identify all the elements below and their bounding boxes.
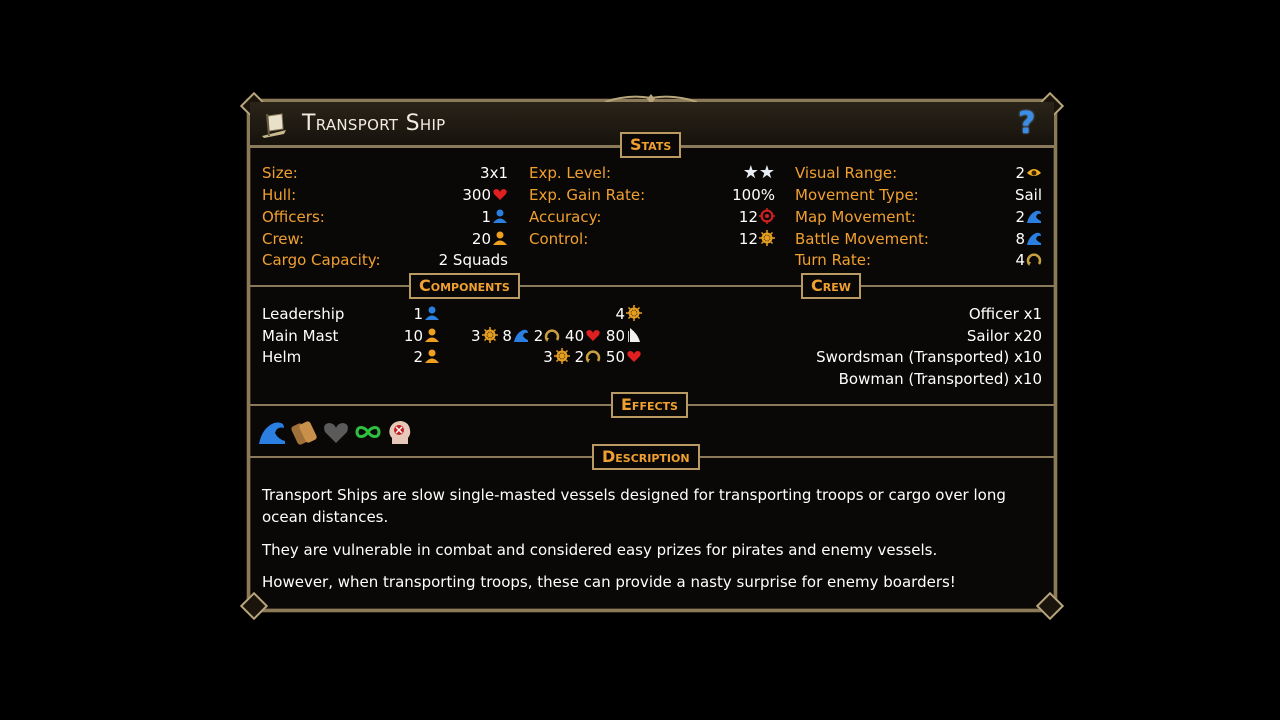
stat-label-movement-type: Movement Type: [795,186,919,204]
stat-label-turn-rate: Turn Rate: [795,251,872,269]
stat-value-exp-level [743,162,775,183]
stat-label-cargo-capacity: Cargo Capacity: [262,251,381,269]
sail-icon [626,327,642,343]
component-personnel-main-mast: 10 [404,327,440,345]
component-personnel-leadership: 1 [413,305,440,323]
wave-icon [1026,208,1042,224]
wave-icon [513,327,529,343]
crew-entry-bowman: Bowman (Transported) x10 [838,370,1042,388]
ship-wheel-icon [759,230,775,246]
ship-wheel-icon [626,305,642,321]
section-label-description: Description [592,444,700,470]
crew-entry-sailor: Sailor x20 [966,327,1042,345]
stat-label-battle-movement: Battle Movement: [795,230,929,248]
stat-label-exp-gain-rate: Exp. Gain Rate: [529,186,646,204]
stat-value-cargo-capacity: 2 Squads [438,251,508,269]
stat-value-turn-rate: 4 [1015,251,1042,269]
stat-value-visual-range: 2 [1015,164,1042,182]
description-paragraph: They are vulnerable in combat and considered easy prizes for pirates and enemy vessels. [262,541,938,559]
component-stats-leadership: 4 [615,305,642,323]
section-label-crew: Crew [801,273,861,299]
stat-value-size: 3x1 [480,164,508,182]
stat-label-hull: Hull: [262,186,297,204]
stat-value-movement-type: Sail [1014,186,1042,204]
target-icon [759,208,775,224]
crew-icon [424,327,440,343]
dark-heart-icon[interactable] [322,418,350,446]
stat-label-crew: Crew: [262,230,305,248]
component-personnel-helm: 2 [413,348,440,366]
crew-icon [424,348,440,364]
component-stats-helm: 3 2 50 [543,348,642,366]
description-paragraph: However, when transporting troops, these can provide a nasty surprise for enemy boarders! [262,573,956,591]
ship-wheel-icon [554,348,570,364]
stat-value-exp-gain-rate: 100% [732,186,775,204]
stat-value-map-movement: 2 [1015,208,1042,226]
stat-label-size: Size: [262,164,298,182]
description-paragraph: Transport Ships are slow single-masted vessels designed for transporting troops or cargo over long ocean distances. [262,486,1006,526]
turn-icon [585,348,601,364]
section-label-effects: Effects [611,392,688,418]
stat-label-visual-range: Visual Range: [795,164,898,182]
heart-icon [492,186,508,202]
eye-icon [1026,164,1042,180]
wave-icon [1026,230,1042,246]
crew-entry-officer: Officer x1 [968,305,1042,323]
stat-value-hull: 300 [462,186,508,204]
component-name-leadership: Leadership [262,305,345,323]
officer-icon [492,208,508,224]
stat-value-officers: 1 [481,208,508,226]
turn-icon [544,327,560,343]
infinity-icon[interactable] [354,418,382,446]
two-stars-icon: ★★ [742,162,775,183]
wave-effect-icon[interactable] [258,418,286,446]
crew-entry-swordsman: Swordsman (Transported) x10 [816,348,1042,366]
head-skull-icon[interactable] [386,418,414,446]
ship-wheel-icon [482,327,498,343]
stat-label-map-movement: Map Movement: [795,208,916,226]
officer-icon [424,305,440,321]
component-name-main-mast: Main Mast [262,327,339,345]
stat-label-exp-level: Exp. Level: [529,164,612,182]
section-label-components: Components [409,273,520,299]
stat-label-control: Control: [529,230,589,248]
component-stats-main-mast: 3 8 2 40 80 [471,327,642,345]
help-icon[interactable]: ? [1018,106,1036,141]
stat-value-control: 12 [739,230,775,248]
window-title: Transport Ship [302,111,446,136]
components-divider [250,285,1054,287]
crew-icon [492,230,508,246]
stat-value-crew: 20 [472,230,508,248]
ship-icon [258,110,290,140]
stat-label-accuracy: Accuracy: [529,208,602,226]
heart-icon [585,327,601,343]
heart-icon [626,348,642,364]
stat-label-officers: Officers: [262,208,325,226]
cargo-log-icon[interactable] [290,418,318,446]
section-label-stats: Stats [620,132,681,158]
component-name-helm: Helm [262,348,302,366]
stat-value-accuracy: 12 [739,208,775,226]
stat-value-battle-movement: 8 [1015,230,1042,248]
turn-icon [1026,251,1042,267]
